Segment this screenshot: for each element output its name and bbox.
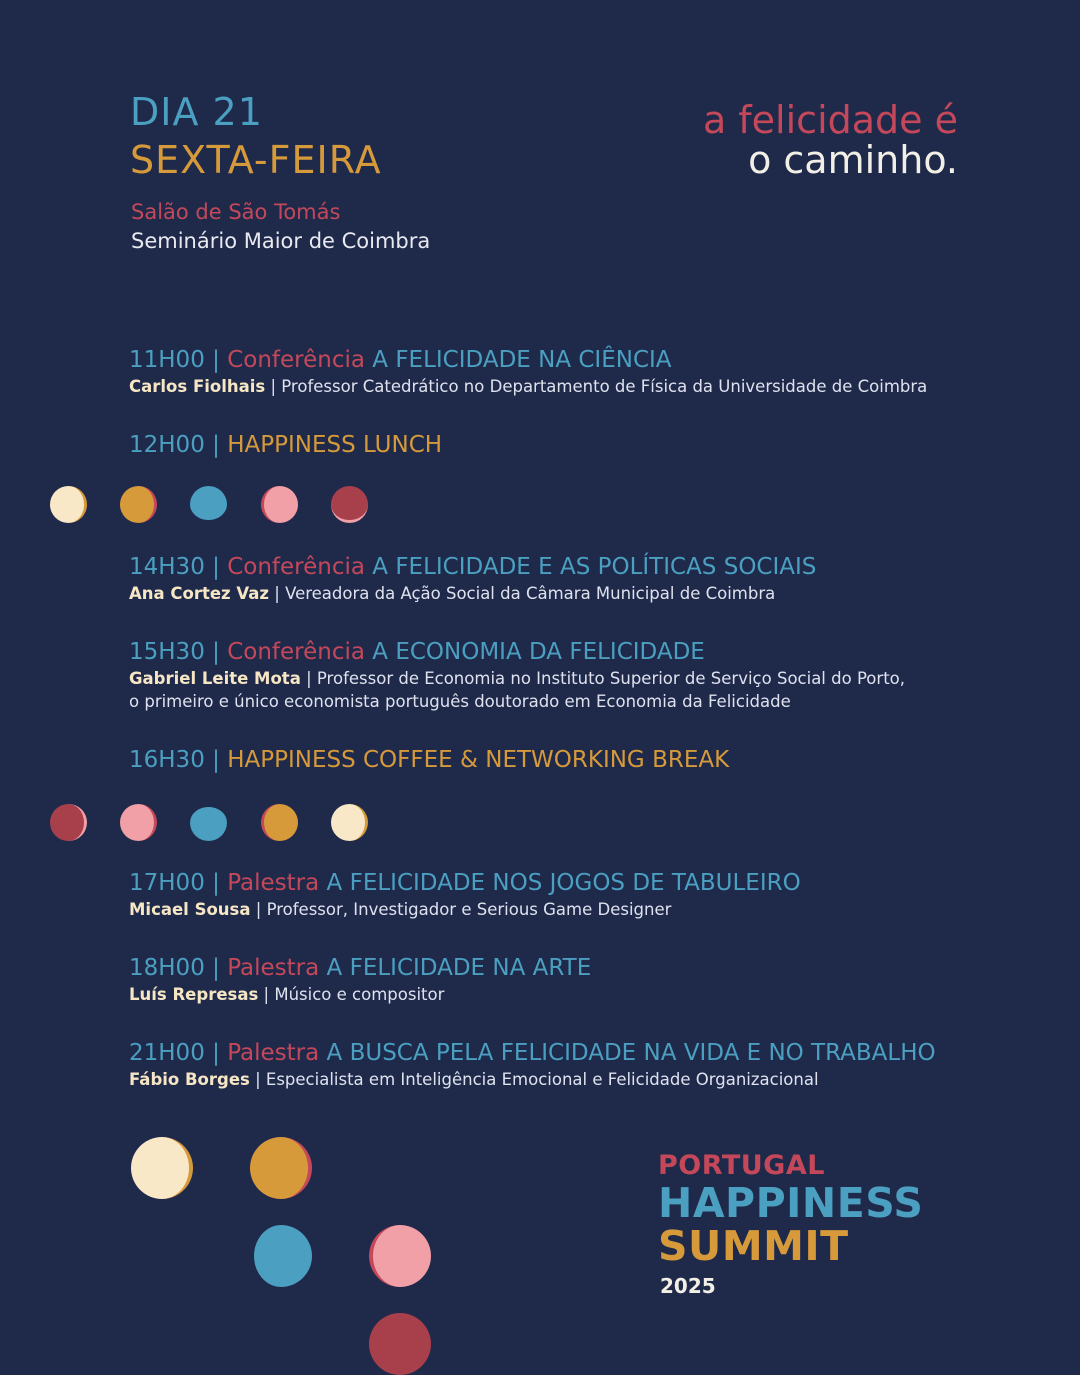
event-type: Conferência bbox=[227, 554, 365, 580]
schedule-item bbox=[129, 430, 442, 460]
event-role: | Músico e compositor bbox=[263, 985, 445, 1004]
schedule-item bbox=[129, 953, 591, 1006]
schedule-item bbox=[129, 637, 905, 713]
event-speaker: Carlos Fiolhais bbox=[129, 377, 266, 396]
event-title: A FELICIDADE E AS POLÍTICAS SOCIAIS bbox=[372, 554, 817, 580]
blue-dot bbox=[190, 804, 227, 841]
day-heading bbox=[130, 88, 382, 184]
event-speaker: Gabriel Leite Mota bbox=[129, 669, 301, 688]
event-title: A FELICIDADE NA ARTE bbox=[326, 955, 592, 981]
cream-dot bbox=[331, 804, 368, 841]
event-role: | Vereadora da Ação Social da Câmara Municipal de Coimbra bbox=[274, 584, 776, 603]
event-type: Conferência bbox=[227, 347, 365, 373]
gold-dot-large bbox=[250, 1137, 312, 1199]
venue bbox=[131, 198, 430, 256]
day-name: SEXTA-FEIRA bbox=[130, 138, 382, 182]
schedule-item bbox=[129, 868, 801, 921]
schedule-item bbox=[129, 1038, 936, 1091]
event-title: HAPPINESS COFFEE & NETWORKING BREAK bbox=[227, 747, 730, 773]
event-role-continued: o primeiro e único economista português doutorado em Economia da Felicidade bbox=[129, 692, 791, 711]
event-type: Palestra bbox=[227, 870, 320, 896]
event-title: A ECONOMIA DA FELICIDADE bbox=[372, 639, 705, 665]
event-separator: | bbox=[212, 955, 220, 981]
event-type: Conferência bbox=[227, 639, 365, 665]
blue-dot bbox=[190, 486, 227, 523]
logo-year: 2025 bbox=[660, 1274, 716, 1298]
logo-happiness: HAPPINESS bbox=[658, 1179, 924, 1227]
cream-dot bbox=[50, 486, 87, 523]
event-type: Palestra bbox=[227, 1040, 320, 1066]
crimson-dot bbox=[331, 486, 368, 523]
pink-dot-large bbox=[369, 1225, 431, 1287]
event-type: Palestra bbox=[227, 955, 320, 981]
event-role: | Professor, Investigador e Serious Game Designer bbox=[255, 900, 672, 919]
day-number: DIA 21 bbox=[130, 90, 263, 134]
motto bbox=[703, 100, 958, 180]
event-separator: | bbox=[212, 432, 220, 458]
gold-dot bbox=[120, 486, 157, 523]
schedule-item bbox=[129, 745, 729, 775]
event-separator: | bbox=[212, 1040, 220, 1066]
motto-line-2: o caminho. bbox=[748, 138, 958, 182]
crimson-dot-large bbox=[369, 1313, 431, 1375]
venue-hall: Salão de São Tomás bbox=[131, 200, 341, 224]
event-title: A BUSCA PELA FELICIDADE NA VIDA E NO TRABALHO bbox=[326, 1040, 936, 1066]
event-role: | Professor Catedrático no Departamento de Física da Universidade de Coimbra bbox=[270, 377, 928, 396]
event-title: HAPPINESS LUNCH bbox=[227, 432, 443, 458]
logo-summit: SUMMIT bbox=[658, 1222, 849, 1270]
pink-dot bbox=[120, 804, 157, 841]
event-speaker: Luís Represas bbox=[129, 985, 259, 1004]
event-title: A FELICIDADE NA CIÊNCIA bbox=[372, 347, 672, 373]
pink-dot bbox=[261, 486, 298, 523]
cream-dot-large bbox=[131, 1137, 193, 1199]
event-separator: | bbox=[212, 554, 220, 580]
venue-place: Seminário Maior de Coimbra bbox=[131, 229, 431, 253]
event-separator: | bbox=[212, 747, 220, 773]
event-time: 16H30 bbox=[129, 747, 205, 773]
event-time: 14H30 bbox=[129, 554, 205, 580]
event-time: 17H00 bbox=[129, 870, 205, 896]
blue-dot-large bbox=[250, 1225, 312, 1287]
event-speaker: Micael Sousa bbox=[129, 900, 251, 919]
crimson-dot bbox=[50, 804, 87, 841]
event-title: A FELICIDADE NOS JOGOS DE TABULEIRO bbox=[326, 870, 801, 896]
event-speaker: Fábio Borges bbox=[129, 1070, 250, 1089]
logo-portugal: PORTUGAL bbox=[658, 1150, 825, 1181]
schedule-item bbox=[129, 552, 816, 605]
portugal-happiness-summit-logo bbox=[658, 1150, 923, 1304]
event-time: 11H00 bbox=[129, 347, 205, 373]
event-time: 18H00 bbox=[129, 955, 205, 981]
event-speaker: Ana Cortez Vaz bbox=[129, 584, 270, 603]
schedule-item bbox=[129, 345, 927, 398]
event-time: 21H00 bbox=[129, 1040, 205, 1066]
event-role: | Especialista em Inteligência Emocional e Felicidade Organizacional bbox=[255, 1070, 819, 1089]
motto-line-1: a felicidade é bbox=[702, 98, 958, 142]
event-separator: | bbox=[212, 870, 220, 896]
event-separator: | bbox=[212, 639, 220, 665]
event-time: 12H00 bbox=[129, 432, 205, 458]
event-role: | Professor de Economia no Instituto Superior de Serviço Social do Porto, bbox=[306, 669, 906, 688]
gold-dot bbox=[261, 804, 298, 841]
event-time: 15H30 bbox=[129, 639, 205, 665]
event-separator: | bbox=[212, 347, 220, 373]
